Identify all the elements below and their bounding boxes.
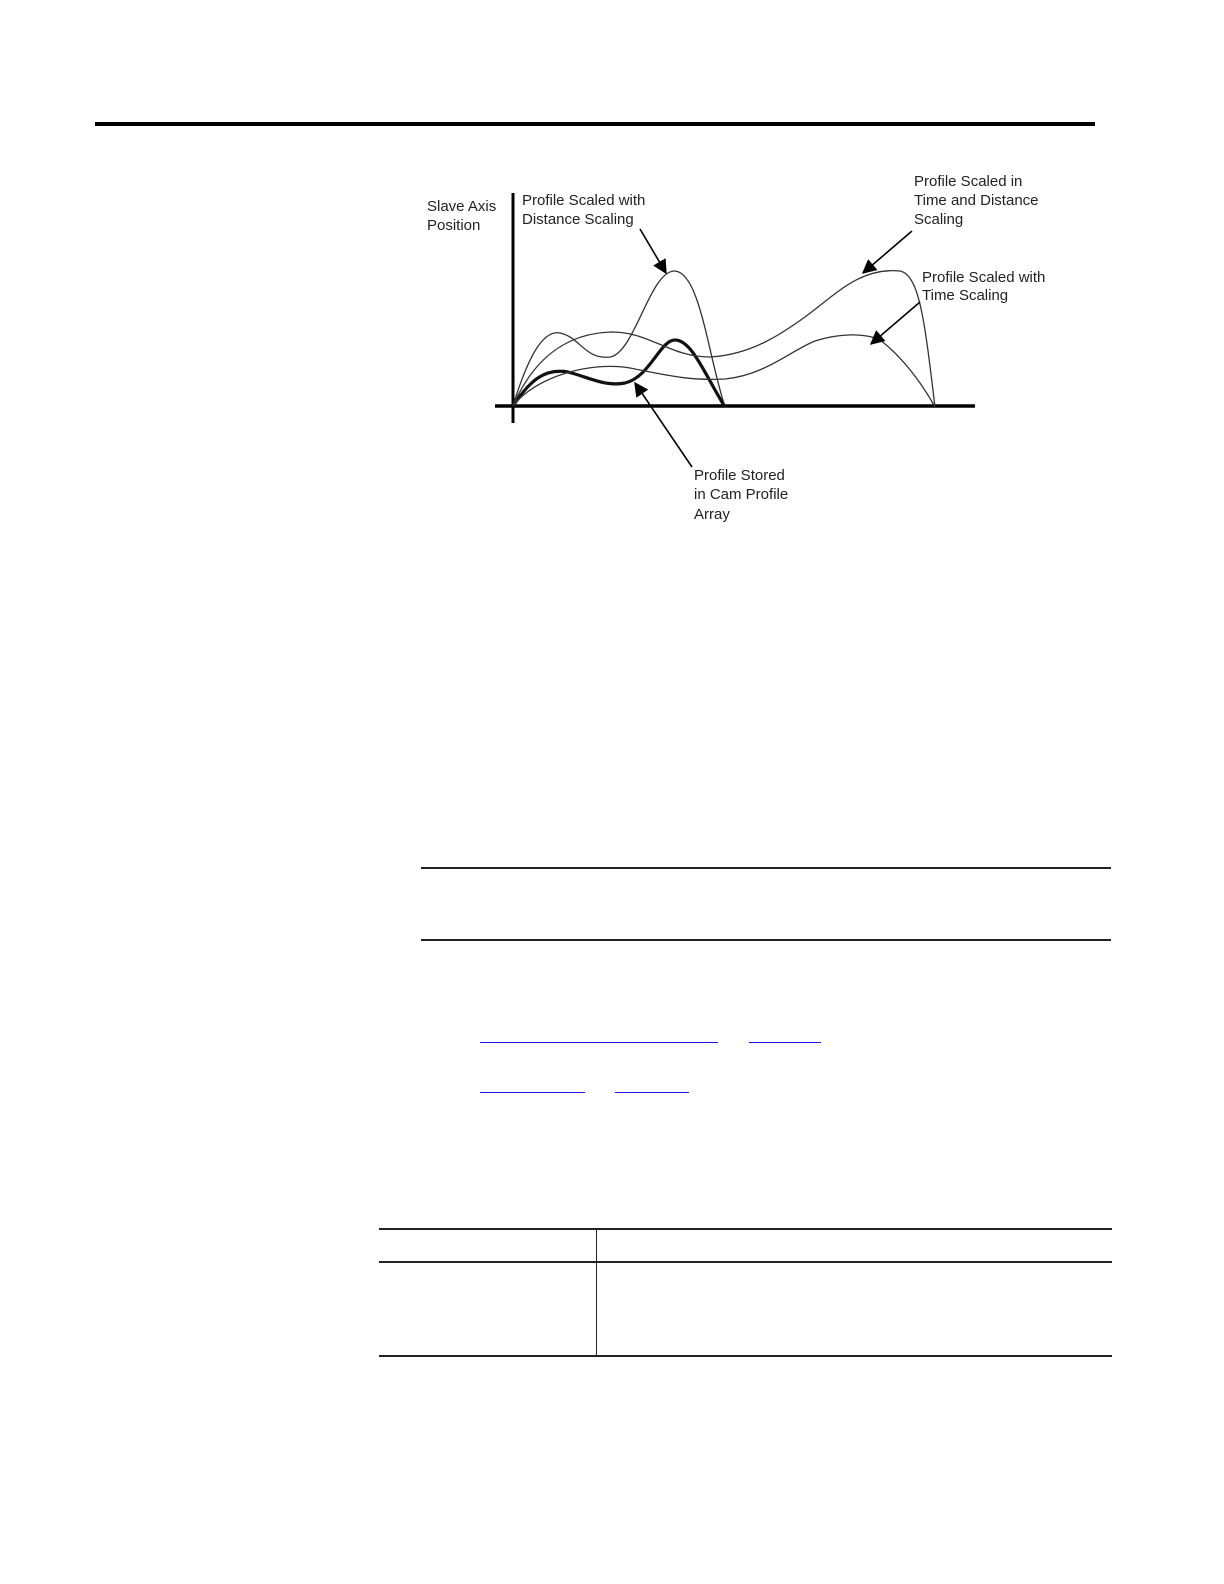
cam-profile-figure (420, 165, 1080, 535)
note-top-rule (421, 867, 1111, 869)
table-column-divider (596, 1229, 597, 1356)
link-1[interactable] (480, 1042, 718, 1043)
arrow-time (871, 302, 920, 344)
link-2-page[interactable] (615, 1092, 689, 1093)
y-axis-label: Slave Axis Position (427, 198, 497, 234)
curve-time-distance-scaling (513, 271, 935, 407)
arrow-distance (640, 229, 666, 273)
table-bottom-rule (379, 1355, 1112, 1357)
label-stored-profile: Profile Stored in Cam Profile Array (694, 467, 789, 523)
arrow-time-distance (863, 231, 912, 273)
header-rule (95, 122, 1095, 126)
curve-distance-scaling (513, 271, 725, 407)
label-distance-scaling: Profile Scaled with Distance Scaling (522, 192, 646, 228)
label-time-scaling: Profile Scaled with Time Scaling (922, 269, 1046, 304)
arrow-stored (635, 383, 692, 467)
label-time-distance-scaling: Profile Scaled in Time and Distance Scaling (914, 173, 1039, 228)
table-header-rule (379, 1261, 1112, 1263)
note-bottom-rule (421, 939, 1111, 941)
link-1-page[interactable] (749, 1042, 821, 1043)
curve-time-scaling (513, 335, 935, 407)
curve-stored-profile (513, 340, 725, 407)
link-2[interactable] (480, 1092, 585, 1093)
table-top-rule (379, 1228, 1112, 1230)
